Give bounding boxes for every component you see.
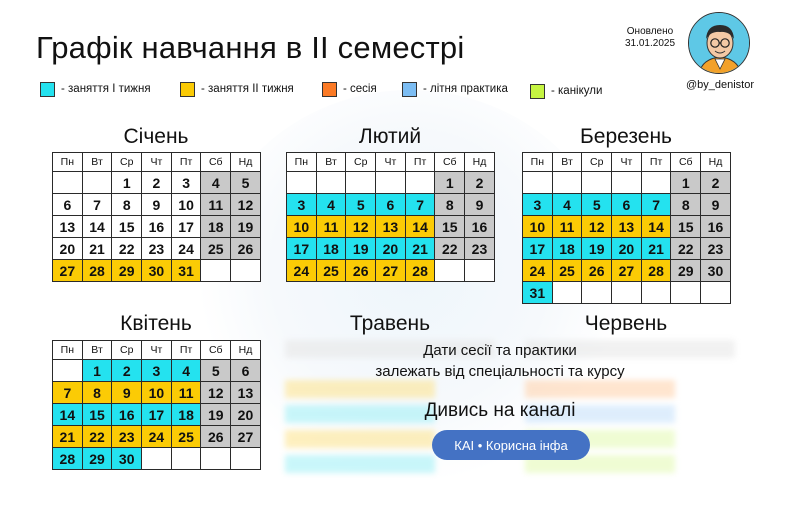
calendar-empty-cell [171,448,201,470]
channel-button[interactable]: КАІ • Корисна інфа [432,430,590,460]
calendar-day: 18 [316,238,346,260]
weekday-header-row [523,153,731,172]
calendar-day: 2 [701,172,731,194]
month-title-january: Січень [123,125,189,148]
calendar-empty-cell [582,172,612,194]
calendar-empty-cell [552,172,582,194]
calendar-empty-cell [641,282,671,304]
calendar-day: 20 [53,238,83,260]
calendar-day: 6 [612,194,642,216]
month-title-may: Травень [349,312,431,335]
calendar-day: 20 [231,404,261,426]
weekday-header: Чт [612,153,642,172]
calendar-day: 11 [316,216,346,238]
calendar-empty-cell [405,172,435,194]
calendar-day: 12 [346,216,376,238]
calendar-day: 25 [201,238,231,260]
calendar-day: 4 [171,360,201,382]
calendar-empty-cell [346,172,376,194]
legend [40,80,640,98]
calendar-day: 15 [671,216,701,238]
calendar-day: 26 [231,238,261,260]
calendar-day: 6 [376,194,406,216]
weekday-header-row [53,341,261,360]
weekday-header: Пт [641,153,671,172]
calendar-week-row [53,426,261,448]
calendar-empty-cell [53,172,83,194]
calendar-day: 9 [701,194,731,216]
calendar-empty-cell [231,260,261,282]
month-title-february: Лютий [358,125,422,148]
weekday-header-row [53,153,261,172]
updated-label: Оновлено [626,26,674,37]
calendar-empty-cell [523,172,553,194]
calendar-day: 20 [376,238,406,260]
weekday-header: Нд [701,153,731,172]
weekday-header: Пт [405,153,435,172]
calendar-day: 15 [82,404,112,426]
calendar-day: 1 [671,172,701,194]
calendar-day: 9 [465,194,495,216]
calendar-day: 28 [53,448,83,470]
calendar-day: 27 [231,426,261,448]
calendar-empty-cell [201,448,231,470]
calendar-day: 11 [171,382,201,404]
calendar-day: 12 [201,382,231,404]
calendar-day: 23 [112,426,142,448]
calendar-week-row [53,448,261,470]
weekday-header: Пн [53,341,83,360]
calendar-day: 17 [523,238,553,260]
calendar-day: 18 [171,404,201,426]
legend-swatch-holidays [530,84,545,99]
calendar-day: 28 [641,260,671,282]
weekday-header: Сб [435,153,465,172]
calendar-empty-cell [641,172,671,194]
calendar-day: 21 [405,238,435,260]
calendar-week-row [53,404,261,426]
calendar-day: 8 [112,194,142,216]
calendar-week-row [287,172,495,194]
calendar-day: 2 [465,172,495,194]
calendar-empty-cell [465,260,495,282]
legend-item-practice [402,80,508,98]
weekday-header: Сб [201,153,231,172]
calendar-day: 21 [82,238,112,260]
weekday-header: Ср [582,153,612,172]
weekday-header: Ср [112,153,142,172]
calendar-week-row [523,238,731,260]
calendar-day: 7 [53,382,83,404]
calendar-day: 17 [171,216,201,238]
calendar-day: 19 [201,404,231,426]
calendar-day: 29 [82,448,112,470]
calendar-empty-cell [612,172,642,194]
session-notice [330,340,670,382]
calendar-day: 26 [582,260,612,282]
weekday-header: Пн [53,153,83,172]
calendar-day: 27 [612,260,642,282]
calendar-day: 7 [405,194,435,216]
calendar-day: 14 [641,216,671,238]
calendar-empty-cell [435,260,465,282]
calendar-week-row [287,194,495,216]
calendar-day: 19 [231,216,261,238]
calendar-day: 3 [287,194,317,216]
calendar-empty-cell [82,172,112,194]
updated-date: 31.01.2025 [624,38,676,49]
calendar-day: 9 [142,194,172,216]
calendar-day: 24 [287,260,317,282]
calendar-week-row [53,238,261,260]
calendar-day: 19 [346,238,376,260]
calendar-day: 13 [612,216,642,238]
notice-line-2: залежать від спеціальності та курсу [375,363,625,380]
calendar-week-row [523,282,731,304]
calendar-day: 21 [53,426,83,448]
calendar-day: 30 [701,260,731,282]
calendar-day: 18 [552,238,582,260]
calendar-week-row [53,260,261,282]
calendar-empty-cell [201,260,231,282]
calendar-week-row [287,216,495,238]
calendar-day: 20 [612,238,642,260]
weekday-header: Вт [82,341,112,360]
calendar-day: 14 [82,216,112,238]
calendar-week-row [523,172,731,194]
calendar-empty-cell [701,282,731,304]
calendar-day: 25 [552,260,582,282]
weekday-header-row [287,153,495,172]
month-title-march: Березень [580,125,672,148]
weekday-header: Чт [376,153,406,172]
weekday-header: Чт [142,153,172,172]
calendar-day: 16 [142,216,172,238]
legend-label-week1: - заняття І тижня [61,83,151,95]
legend-label-week2: - заняття ІІ тижня [201,83,294,95]
calendar-day: 3 [523,194,553,216]
calendar-day: 1 [435,172,465,194]
calendar-day: 27 [376,260,406,282]
weekday-header: Пт [171,341,201,360]
weekday-header: Ср [346,153,376,172]
calendar-day: 2 [112,360,142,382]
weekday-header: Сб [201,341,231,360]
legend-label-holidays: - канікули [551,85,603,97]
calendar-day: 11 [201,194,231,216]
calendar-day: 6 [231,360,261,382]
calendar-week-row [53,360,261,382]
calendar-empty-cell [552,282,582,304]
calendar-day: 6 [53,194,83,216]
calendar-february [286,152,495,282]
calendar-day: 31 [523,282,553,304]
calendar-day: 23 [142,238,172,260]
weekday-header: Нд [465,153,495,172]
calendar-day: 5 [582,194,612,216]
calendar-empty-cell [287,172,317,194]
calendar-day: 10 [142,382,172,404]
calendar-week-row [53,382,261,404]
calendar-day: 13 [53,216,83,238]
legend-label-session: - сесія [343,83,377,95]
calendar-day: 15 [112,216,142,238]
calendar-day: 5 [231,172,261,194]
calendar-day: 14 [53,404,83,426]
legend-item-week2 [180,80,294,98]
calendar-day: 25 [171,426,201,448]
calendar-day: 15 [435,216,465,238]
calendar-empty-cell [316,172,346,194]
calendar-day: 9 [112,382,142,404]
calendar-day: 24 [171,238,201,260]
calendar-empty-cell [671,282,701,304]
calendar-day: 22 [82,426,112,448]
calendar-day: 16 [465,216,495,238]
calendar-week-row [287,260,495,282]
calendar-day: 8 [435,194,465,216]
calendar-day: 23 [465,238,495,260]
calendar-day: 7 [641,194,671,216]
calendar-day: 29 [112,260,142,282]
calendar-april [52,340,261,470]
calendar-day: 5 [201,360,231,382]
calendar-week-row [287,238,495,260]
calendar-day: 18 [201,216,231,238]
calendar-january [52,152,261,282]
legend-swatch-week2 [180,82,195,97]
weekday-header: Нд [231,153,261,172]
calendar-empty-cell [612,282,642,304]
weekday-header: Вт [82,153,112,172]
calendar-march [522,152,731,304]
calendar-empty-cell [142,448,172,470]
page-title: Графік навчання в ІІ семестрі [36,30,465,65]
calendar-day: 26 [201,426,231,448]
calendar-day: 4 [201,172,231,194]
calendar-day: 8 [671,194,701,216]
notice-line-1: Дати сесії та практики [423,342,577,359]
calendar-empty-cell [53,360,83,382]
calendar-day: 12 [582,216,612,238]
calendar-day: 24 [142,426,172,448]
weekday-header: Пн [523,153,553,172]
author-avatar [688,12,750,74]
legend-item-week1 [40,80,151,98]
calendar-day: 10 [523,216,553,238]
legend-item-session [322,80,377,98]
month-title-april: Квітень [120,312,192,335]
legend-item-holidays [530,82,602,100]
legend-swatch-week1 [40,82,55,97]
calendar-week-row [53,194,261,216]
calendar-day: 23 [701,238,731,260]
calendar-day: 19 [582,238,612,260]
calendar-day: 14 [405,216,435,238]
calendar-day: 1 [82,360,112,382]
weekday-header: Пт [171,153,201,172]
calendar-day: 17 [287,238,317,260]
calendar-day: 22 [112,238,142,260]
legend-swatch-practice [402,82,417,97]
calendar-day: 4 [552,194,582,216]
calendar-week-row [523,260,731,282]
weekday-header: Сб [671,153,701,172]
calendar-day: 4 [316,194,346,216]
calendar-day: 29 [671,260,701,282]
calendar-day: 16 [701,216,731,238]
calendar-day: 24 [523,260,553,282]
calendar-day: 17 [142,404,172,426]
calendar-day: 22 [435,238,465,260]
calendar-day: 7 [82,194,112,216]
calendar-day: 16 [112,404,142,426]
calendar-week-row [523,216,731,238]
calendar-day: 10 [171,194,201,216]
calendar-day: 5 [346,194,376,216]
calendar-day: 10 [287,216,317,238]
weekday-header: Пн [287,153,317,172]
calendar-day: 27 [53,260,83,282]
calendar-day: 28 [405,260,435,282]
calendar-week-row [53,172,261,194]
calendar-empty-cell [582,282,612,304]
legend-swatch-session [322,82,337,97]
calendar-day: 2 [142,172,172,194]
calendar-day: 3 [142,360,172,382]
author-handle: @by_denistor [685,79,755,91]
calendar-day: 30 [142,260,172,282]
calendar-week-row [523,194,731,216]
calendar-day: 26 [346,260,376,282]
calendar-day: 1 [112,172,142,194]
calendar-day: 22 [671,238,701,260]
calendar-day: 13 [231,382,261,404]
weekday-header: Вт [552,153,582,172]
weekday-header: Вт [316,153,346,172]
calendar-empty-cell [376,172,406,194]
weekday-header: Нд [231,341,261,360]
avatar-illustration [689,13,750,74]
calendar-empty-cell [231,448,261,470]
calendar-day: 13 [376,216,406,238]
channel-cta: Дивись на каналі [424,400,576,421]
legend-label-practice: - літня практика [423,83,508,95]
calendar-day: 28 [82,260,112,282]
calendar-day: 11 [552,216,582,238]
calendar-day: 3 [171,172,201,194]
weekday-header: Ср [112,341,142,360]
calendar-day: 12 [231,194,261,216]
calendar-day: 21 [641,238,671,260]
updated-info [608,26,692,50]
calendar-week-row [53,216,261,238]
weekday-header: Чт [142,341,172,360]
calendar-day: 31 [171,260,201,282]
calendar-day: 8 [82,382,112,404]
calendar-day: 30 [112,448,142,470]
month-title-june: Червень [584,312,668,335]
calendar-day: 25 [316,260,346,282]
